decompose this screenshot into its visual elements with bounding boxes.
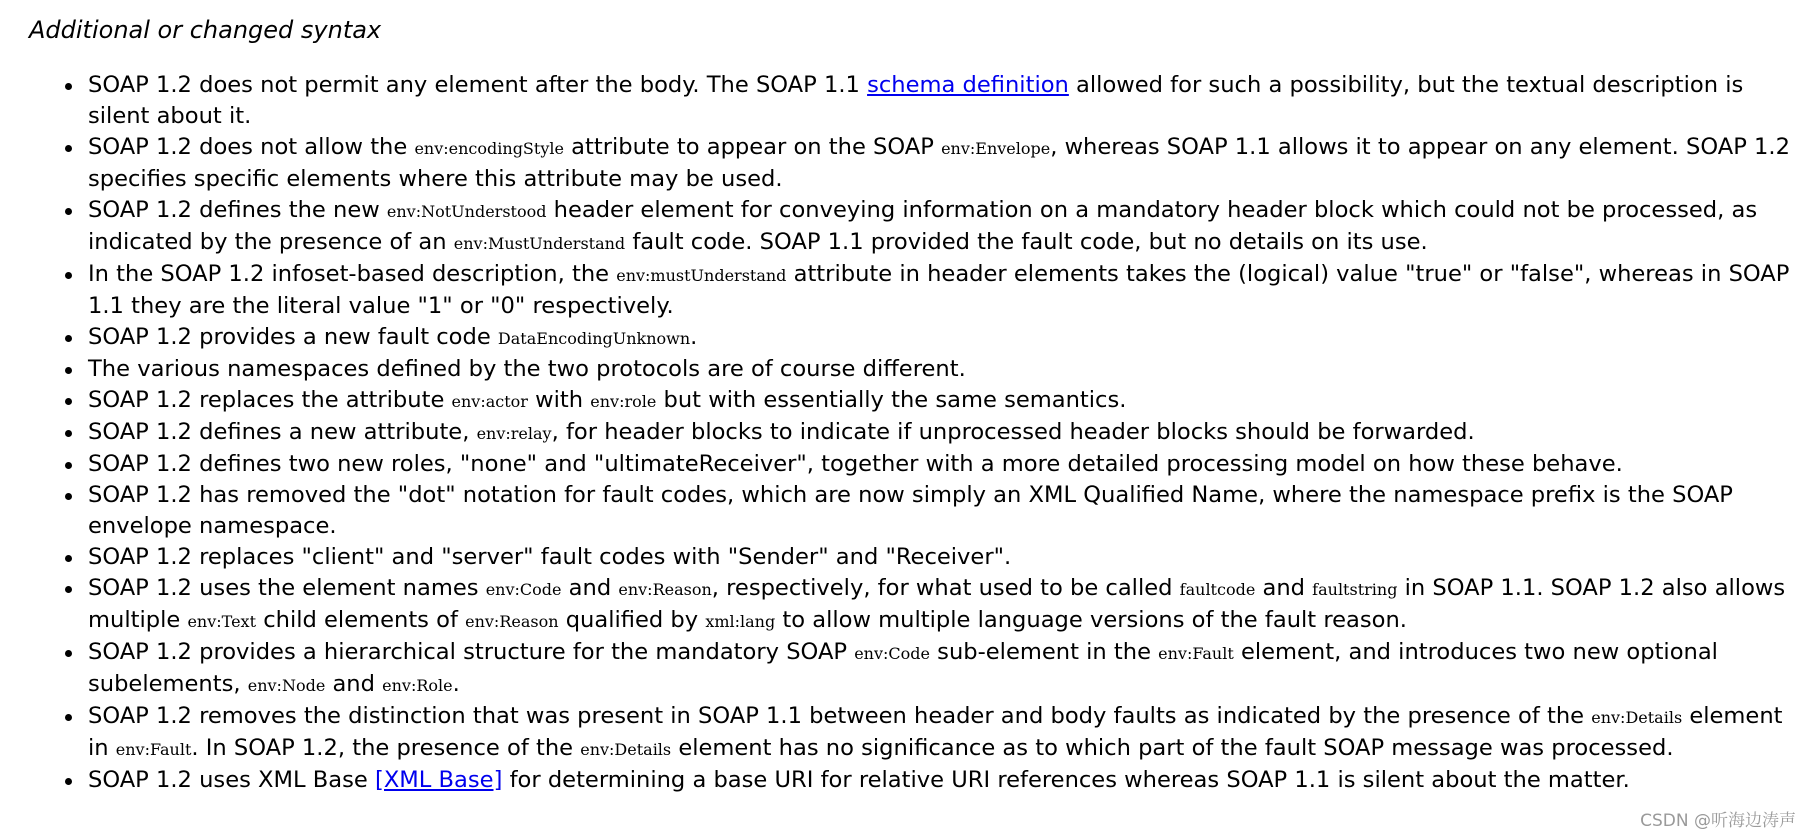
list-item (88, 70, 1810, 132)
item-text: SOAP 1.2 uses XML Base (88, 767, 375, 793)
item-text: SOAP 1.2 does not allow the (88, 134, 415, 160)
code-term: DataEncodingUnknown (497, 329, 691, 348)
bullet-icon (65, 145, 72, 152)
code-term: env:Node (247, 676, 326, 695)
bullet-icon (65, 586, 72, 593)
bullet-icon (65, 555, 72, 562)
code-term: xml:lang (705, 612, 776, 631)
item-text: SOAP 1.2 provides a new fault code (88, 324, 498, 350)
item-text: and (561, 575, 619, 601)
code-term: env:Role (382, 676, 453, 695)
code-term: env:NotUnderstood (386, 202, 547, 221)
list-item (88, 259, 1810, 322)
item-text: element, and introduces two new optional subelements, (88, 639, 1718, 697)
code-term: env:relay (476, 424, 552, 443)
code-term: env:mustUnderstand (616, 266, 787, 285)
bullet-icon (65, 493, 72, 500)
item-text: . In SOAP 1.2, the presence of the (191, 735, 581, 761)
bullet-icon (65, 714, 72, 721)
code-term: env:role (590, 392, 657, 411)
item-text: to allow multiple language versions of the fault reason. (775, 607, 1407, 633)
watermark: CSDN @听海边涛声 (1640, 811, 1796, 831)
item-text: , respectively, for what used to be called (711, 575, 1180, 601)
code-term: env:Code (485, 580, 562, 599)
bullet-icon (65, 83, 72, 90)
bullet-icon (65, 650, 72, 657)
item-text: SOAP 1.2 removes the distinction that was present in SOAP 1.1 between header and body faults as indicated by the presence of the (88, 703, 1592, 729)
code-term: env:encodingStyle (414, 139, 564, 158)
list-item (88, 195, 1810, 259)
code-term: env:Envelope (941, 139, 1051, 158)
item-text: SOAP 1.2 provides a hierarchical structure for the mandatory SOAP (88, 639, 855, 665)
item-text: for determining a base URI for relative URI references whereas SOAP 1.1 is silent about the matter. (502, 767, 1630, 793)
list-item (88, 322, 1810, 354)
list-item (88, 354, 1810, 385)
code-term: env:Fault (115, 740, 192, 759)
item-text: qualified by (558, 607, 706, 633)
hyperlink[interactable]: schema definition (867, 72, 1069, 98)
code-term: env:Code (854, 644, 930, 663)
list-item (88, 701, 1810, 765)
item-text: SOAP 1.2 replaces "client" and "server" fault codes with "Sender" and "Receiver". (88, 544, 1012, 570)
bullet-icon (65, 335, 72, 342)
item-text: In the SOAP 1.2 infoset-based description, the (88, 261, 617, 287)
item-text: SOAP 1.2 defines the new (88, 197, 387, 223)
item-text: , whereas SOAP 1.1 allows it to appear on any element. SOAP 1.2 specifies specific elements where this attribute may be used. (88, 134, 1790, 192)
bullet-icon (65, 367, 72, 374)
item-text: The various namespaces defined by the two protocols are of course different. (88, 356, 966, 382)
item-text: child elements of (256, 607, 466, 633)
bullet-icon (65, 778, 72, 785)
code-term: env:Fault (1158, 644, 1234, 663)
list-item (88, 132, 1810, 195)
bullet-icon (65, 430, 72, 437)
hyperlink[interactable]: [XML Base] (375, 767, 503, 793)
item-text: with (527, 387, 591, 413)
item-text: SOAP 1.2 defines two new roles, "none" and "ultimateReceiver", together with a more detailed processing model on how these behave. (88, 451, 1623, 477)
syntax-changes-list (88, 70, 1810, 796)
item-text: element has no significance as to which part of the fault SOAP message was processed. (671, 735, 1674, 761)
list-item (88, 542, 1810, 573)
list-item (88, 480, 1810, 542)
bullet-icon (65, 462, 72, 469)
item-text: and (1255, 575, 1313, 601)
code-term: env:Details (580, 740, 672, 759)
code-term: env:Reason (618, 580, 712, 599)
item-text: , for header blocks to indicate if unprocessed header blocks should be forwarded. (551, 419, 1475, 445)
list-item (88, 573, 1810, 637)
item-text: fault code. SOAP 1.1 provided the fault code, but no details on its use. (625, 229, 1428, 255)
code-term: env:Text (187, 612, 257, 631)
code-term: faultstring (1312, 580, 1398, 599)
item-text: SOAP 1.2 does not permit any element after the body. The SOAP 1.1 (88, 72, 868, 98)
list-item (88, 637, 1810, 701)
code-term: env:Details (1591, 708, 1683, 727)
item-text: and (325, 671, 383, 697)
item-text: element in (88, 703, 1783, 761)
item-text: sub-element in the (930, 639, 1159, 665)
item-text: . (452, 671, 460, 697)
item-text: attribute to appear on the SOAP (563, 134, 942, 160)
list-item (88, 765, 1810, 796)
code-term: env:Reason (465, 612, 559, 631)
item-text: header element for conveying information on a mandatory header block which could not be processed, as indicated by the presence of an (88, 197, 1758, 255)
item-text: SOAP 1.2 has removed the "dot" notation for fault codes, which are now simply an XML Qualified Name, where the namespace prefix is the SOAP envelope namespace. (88, 482, 1733, 539)
section-heading: Additional or changed syntax (29, 16, 382, 44)
item-text: SOAP 1.2 defines a new attribute, (88, 419, 477, 445)
list-item (88, 449, 1810, 480)
list-item (88, 385, 1810, 417)
bullet-icon (65, 272, 72, 279)
list-item (88, 417, 1810, 449)
item-text: . (690, 324, 698, 350)
item-text: SOAP 1.2 uses the element names (88, 575, 486, 601)
code-term: env:MustUnderstand (453, 234, 626, 253)
item-text: but with essentially the same semantics. (656, 387, 1127, 413)
code-term: env:actor (451, 392, 528, 411)
item-text: in SOAP 1.1. SOAP 1.2 also allows multiple (88, 575, 1786, 633)
item-text: SOAP 1.2 replaces the attribute (88, 387, 452, 413)
bullet-icon (65, 208, 72, 215)
code-term: faultcode (1179, 580, 1256, 599)
bullet-icon (65, 398, 72, 405)
item-text: allowed for such a possibility, but the textual description is silent about it. (88, 72, 1744, 129)
item-text: attribute in header elements takes the (logical) value "true" or "false", whereas in SOAP 1.1 they are the literal value "1" or "0" respectively. (88, 261, 1790, 319)
